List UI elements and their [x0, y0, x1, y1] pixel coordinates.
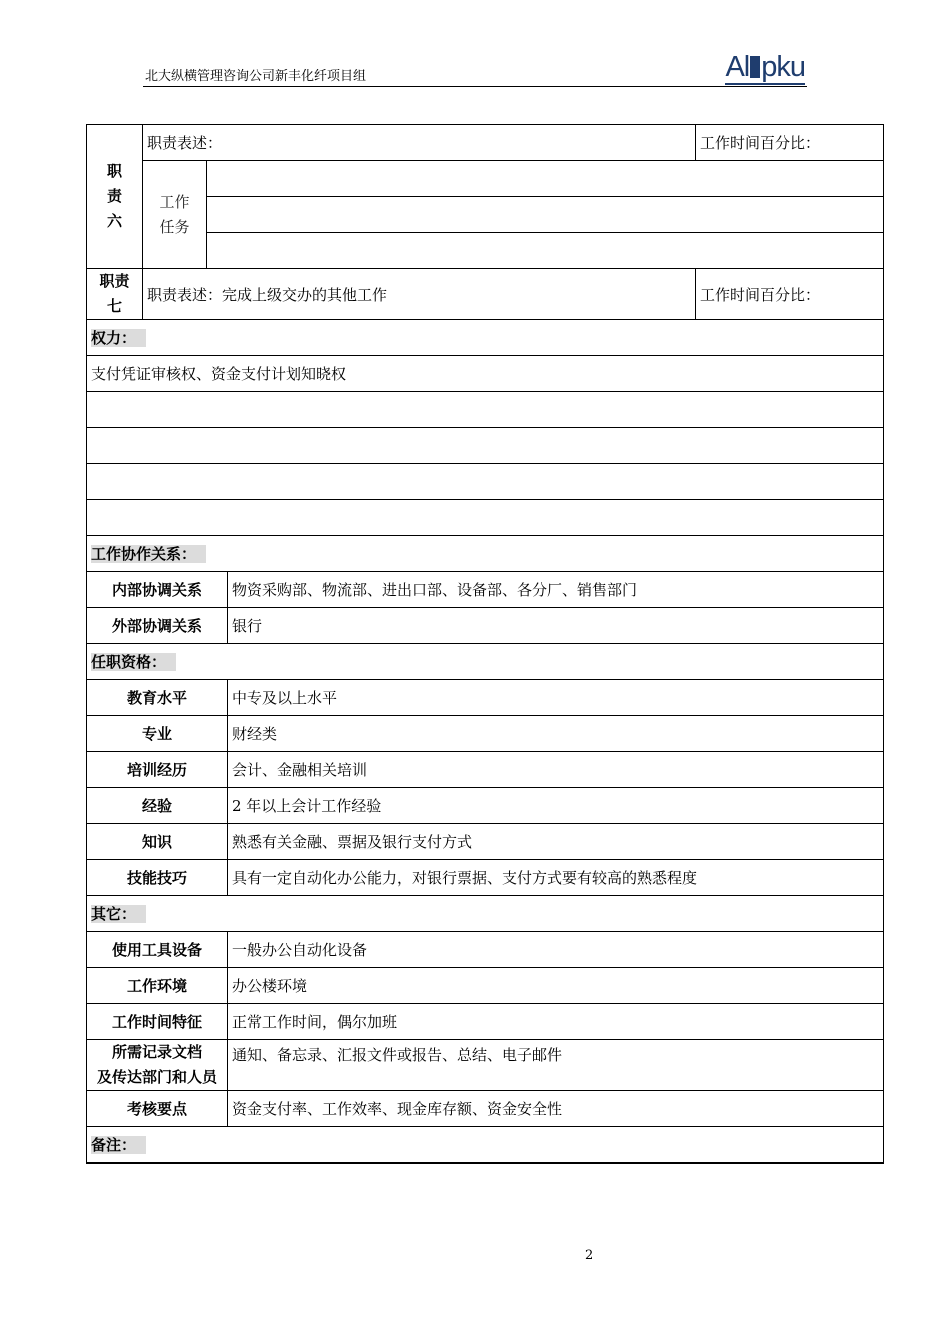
qualification-row [87, 824, 884, 860]
qualification-label: 经验 [87, 788, 228, 824]
other-value: 办公楼环境 [228, 968, 884, 1004]
duty6-task-label: 工作 任务 [143, 161, 207, 269]
qualification-section [87, 644, 884, 680]
logo-text-left: Al [725, 51, 750, 83]
qualification-value: 具有一定自动化办公能力，对银行票据、支付方式要有较高的熟悉程度 [228, 860, 884, 896]
other-title: 其它： [87, 896, 884, 932]
other-label: 工作时间特征 [87, 1004, 228, 1040]
authority-item [87, 464, 884, 500]
qualification-value: 熟悉有关金融、票据及银行支付方式 [228, 824, 884, 860]
remarks-title: 备注： [87, 1127, 884, 1164]
duty7-row [87, 269, 884, 320]
other-row [87, 1004, 884, 1040]
alpku-logo [725, 52, 805, 82]
other-value: 资金支付率、工作效率、现金库存额、资金安全性 [228, 1091, 884, 1127]
duty6-time-percent: 工作时间百分比： [696, 125, 884, 161]
qualification-row [87, 716, 884, 752]
remarks-section [87, 1127, 884, 1164]
qualification-label: 培训经历 [87, 752, 228, 788]
cooperation-section [87, 536, 884, 572]
qualification-label: 教育水平 [87, 680, 228, 716]
duty6-task-row [87, 161, 884, 197]
qualification-label: 知识 [87, 824, 228, 860]
qualification-title: 任职资格： [87, 644, 884, 680]
other-label: 使用工具设备 [87, 932, 228, 968]
other-row [87, 1091, 884, 1127]
qualification-value: 财经类 [228, 716, 884, 752]
qualification-label: 专业 [87, 716, 228, 752]
duty6-task-line-1 [207, 161, 884, 197]
authority-item: 支付凭证审核权、资金支付计划知晓权 [87, 356, 884, 392]
duty6-desc: 职责表述： [143, 125, 696, 161]
cooperation-row [87, 608, 884, 644]
other-row [87, 932, 884, 968]
cooperation-row [87, 572, 884, 608]
duty6-desc-row [87, 125, 884, 161]
duty7-label: 职责 七 [87, 269, 143, 320]
qualification-row [87, 680, 884, 716]
logo-bar-icon [750, 56, 760, 78]
job-description-table [86, 124, 884, 1164]
company-header: 北大纵横管理咨询公司新丰化纤项目组 [145, 69, 367, 84]
duty6-task-line-3 [207, 233, 884, 269]
page-number: 2 [585, 1248, 594, 1263]
cooperation-value: 物资采购部、物流部、进出口部、设备部、各分厂、销售部门 [228, 572, 884, 608]
page-header [143, 51, 807, 87]
other-row [87, 968, 884, 1004]
authority-item [87, 392, 884, 428]
cooperation-label: 外部协调关系 [87, 608, 228, 644]
qualification-value: 2 年以上会计工作经验 [228, 788, 884, 824]
other-label: 所需记录文档 及传达部门和人员 [87, 1040, 228, 1091]
authority-item [87, 500, 884, 536]
duty6-task-line-2 [207, 197, 884, 233]
cooperation-label: 内部协调关系 [87, 572, 228, 608]
duty6-label: 职 责 六 [87, 125, 143, 269]
other-section [87, 896, 884, 932]
logo-underline [725, 83, 805, 85]
other-label: 考核要点 [87, 1091, 228, 1127]
other-value: 通知、备忘录、汇报文件或报告、总结、电子邮件 [228, 1040, 884, 1091]
qualification-row [87, 860, 884, 896]
qualification-value: 会计、金融相关培训 [228, 752, 884, 788]
authority-section [87, 320, 884, 356]
cooperation-title: 工作协作关系： [87, 536, 884, 572]
other-row [87, 1040, 884, 1091]
qualification-row [87, 788, 884, 824]
cooperation-value: 银行 [228, 608, 884, 644]
duty7-time-percent: 工作时间百分比： [696, 269, 884, 320]
qualification-value: 中专及以上水平 [228, 680, 884, 716]
logo-text-right: pku [761, 51, 805, 83]
authority-item [87, 428, 884, 464]
qualification-label: 技能技巧 [87, 860, 228, 896]
other-value: 一般办公自动化设备 [228, 932, 884, 968]
qualification-row [87, 752, 884, 788]
authority-title: 权力： [87, 320, 884, 356]
other-value: 正常工作时间，偶尔加班 [228, 1004, 884, 1040]
other-label: 工作环境 [87, 968, 228, 1004]
duty7-desc: 职责表述：完成上级交办的其他工作 [143, 269, 696, 320]
